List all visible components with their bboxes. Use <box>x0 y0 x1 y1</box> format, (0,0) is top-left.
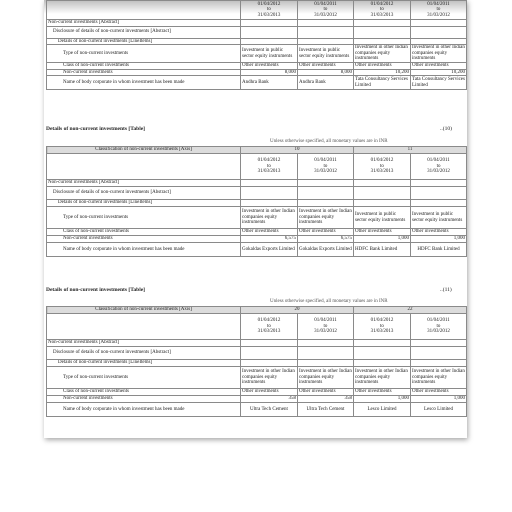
body-cell: Gokaldas Exports Limited <box>298 243 354 257</box>
row-disclosure: Disclosure of details of non-current investments [Abstract] <box>47 26 241 38</box>
nci-value: 10,200 <box>354 69 411 76</box>
unit-note-10: Unless otherwise specified, all monetary values are in INR <box>270 139 388 144</box>
row-noncurrent-abstract: Non-current investments [Abstract] <box>47 340 241 347</box>
section-number-11: ..(11) <box>440 287 452 293</box>
row-class: Class of non-current investments <box>47 229 241 236</box>
body-cell: Ultra Tech Cement <box>241 403 298 417</box>
investments-table-11 <box>46 306 466 417</box>
header-blank <box>47 1 241 20</box>
body-cell: Ultra Tech Cement <box>298 403 354 417</box>
row-class: Class of non-current investments <box>47 389 241 396</box>
row-type: Type of non-current investments <box>47 45 241 63</box>
type-cell: Investment in other Indian companies equity instruments <box>241 367 298 389</box>
class-cell: Other investments <box>411 62 467 69</box>
body-cell: Tata Consultancy Services Limited <box>354 76 411 90</box>
row-disclosure: Disclosure of details of non-current investments [Abstract] <box>47 187 241 200</box>
class-cell: Other investments <box>298 389 354 396</box>
type-cell: Investment in other Indian companies equity instruments <box>241 207 298 229</box>
investments-table-0 <box>46 0 466 90</box>
nci-value: 1,000 <box>354 396 411 403</box>
class-cell: Other investments <box>354 389 411 396</box>
nci-value: 8,000 <box>298 69 354 76</box>
class-cell: Other investments <box>241 389 298 396</box>
date-header-3: 01/04/2012 to 31/03/2013 <box>354 154 411 180</box>
body-cell: Lesco Limited <box>411 403 467 417</box>
type-cell: Investment in other Indian companies equity instruments <box>354 367 411 389</box>
row-nci: Non-current investments <box>47 396 241 403</box>
nci-value: 358 <box>241 396 298 403</box>
row-noncurrent-abstract: Non-current investments [Abstract] <box>47 180 241 187</box>
row-type: Type of non-current investments <box>47 367 241 389</box>
type-cell: Investment in other Indian companies equity instruments <box>354 45 411 63</box>
nci-value: 358 <box>298 396 354 403</box>
body-cell: Lesco Limited <box>354 403 411 417</box>
date-header-4: 01/04/2011 to 31/03/2012 <box>411 154 467 180</box>
date-header-2: 01/04/2011 to 31/03/2012 <box>298 1 354 20</box>
row-class: Class of non-current investments <box>47 62 241 69</box>
type-cell: Investment in public sector equity instruments <box>354 207 411 229</box>
type-cell: Investment in public sector equity instruments <box>411 207 467 229</box>
axis-label: Classification of non-current investments [Axis] <box>47 147 241 154</box>
date-header-4: 01/04/2011 to 31/03/2012 <box>411 314 467 340</box>
row-body: Name of body corporate in whom investment has been made <box>47 403 241 417</box>
body-cell: HDFC Bank Limited <box>354 243 411 257</box>
body-cell: Andhra Bank <box>298 76 354 90</box>
date-header-3: 01/04/2012 to 31/03/2013 <box>354 314 411 340</box>
section-number-10: ..(10) <box>440 126 452 132</box>
row-disclosure: Disclosure of details of non-current investments [Abstract] <box>47 347 241 360</box>
nci-value: 1,000 <box>411 396 467 403</box>
date-header-1: 01/04/2012 to 31/03/2013 <box>241 314 298 340</box>
section-title-10: Details of non-current investments [Table] <box>46 126 145 132</box>
unit-note-11: Unless otherwise specified, all monetary values are in INR <box>270 299 388 304</box>
body-cell: Tata Consultancy Services Limited <box>412 77 465 88</box>
date-header-3: 01/04/2012 to 31/03/2013 <box>354 1 411 20</box>
row-details-lineitems: Details of non-current investments [LineItems] <box>47 200 241 207</box>
row-nci: Non-current investments <box>47 69 241 76</box>
row-body: Name of body corporate in whom investment has been made <box>47 76 241 90</box>
section-title-11: Details of non-current investments [Table] <box>46 287 145 293</box>
nci-value: 1,000 <box>411 236 467 243</box>
nci-value: 6,575 <box>241 236 298 243</box>
body-cell: Gokaldas Exports Limited <box>241 243 298 257</box>
class-cell: Other investments <box>241 229 298 236</box>
class-cell: Other investments <box>354 62 411 69</box>
nci-value: 10,200 <box>411 69 467 76</box>
class-cell: Other investments <box>241 62 298 69</box>
axis-code: 10 <box>241 147 354 154</box>
type-cell: Investment in public sector equity instruments <box>241 45 298 63</box>
row-nci: Non-current investments <box>47 236 241 243</box>
header-blank <box>47 314 241 340</box>
body-cell: Andhra Bank <box>241 76 298 90</box>
date-header-1: 01/04/2012 to 31/03/2013 <box>241 154 298 180</box>
class-cell: Other investments <box>298 62 354 69</box>
date-header-2: 01/04/2011 to 31/03/2012 <box>298 154 354 180</box>
nci-value: 6,575 <box>298 236 354 243</box>
date-header-4: 01/04/2011 to 31/03/2012 <box>411 1 467 20</box>
date-header-2: 01/04/2011 to 31/03/2012 <box>298 314 354 340</box>
nci-value: 1,000 <box>354 236 411 243</box>
header-blank <box>47 154 241 180</box>
body-cell: HDFC Bank Limited <box>411 243 467 257</box>
type-cell: Investment in other Indian companies equity instruments <box>412 45 465 62</box>
axis-code: 22 <box>354 307 467 314</box>
investments-table-10 <box>46 146 466 257</box>
class-cell: Other investments <box>298 229 354 236</box>
nci-value: 8,000 <box>241 69 298 76</box>
row-type: Type of non-current investments <box>47 207 241 229</box>
row-details-lineitems: Details of non-current investments [LineItems] <box>47 360 241 367</box>
class-cell: Other investments <box>411 389 467 396</box>
class-cell: Other investments <box>354 229 411 236</box>
class-cell: Other investments <box>411 229 467 236</box>
type-cell: Investment in public sector equity instruments <box>298 45 354 63</box>
axis-label: Classification of non-current investments [Axis] <box>47 307 241 314</box>
axis-code: 20 <box>241 307 354 314</box>
type-cell: Investment in other Indian companies equity instruments <box>298 207 354 229</box>
axis-code: 11 <box>354 147 467 154</box>
date-header-1: 01/04/2012 to 31/03/2013 <box>241 1 298 20</box>
type-cell: Investment in other Indian companies equity instruments <box>298 367 354 389</box>
row-body: Name of body corporate in whom investment has been made <box>47 243 241 257</box>
type-cell: Investment in other Indian companies equity instruments <box>411 367 467 389</box>
row-noncurrent-abstract: Non-current investments [Abstract] <box>47 20 241 27</box>
row-details-lineitems: Details of non-current investments [LineItems] <box>47 38 241 45</box>
